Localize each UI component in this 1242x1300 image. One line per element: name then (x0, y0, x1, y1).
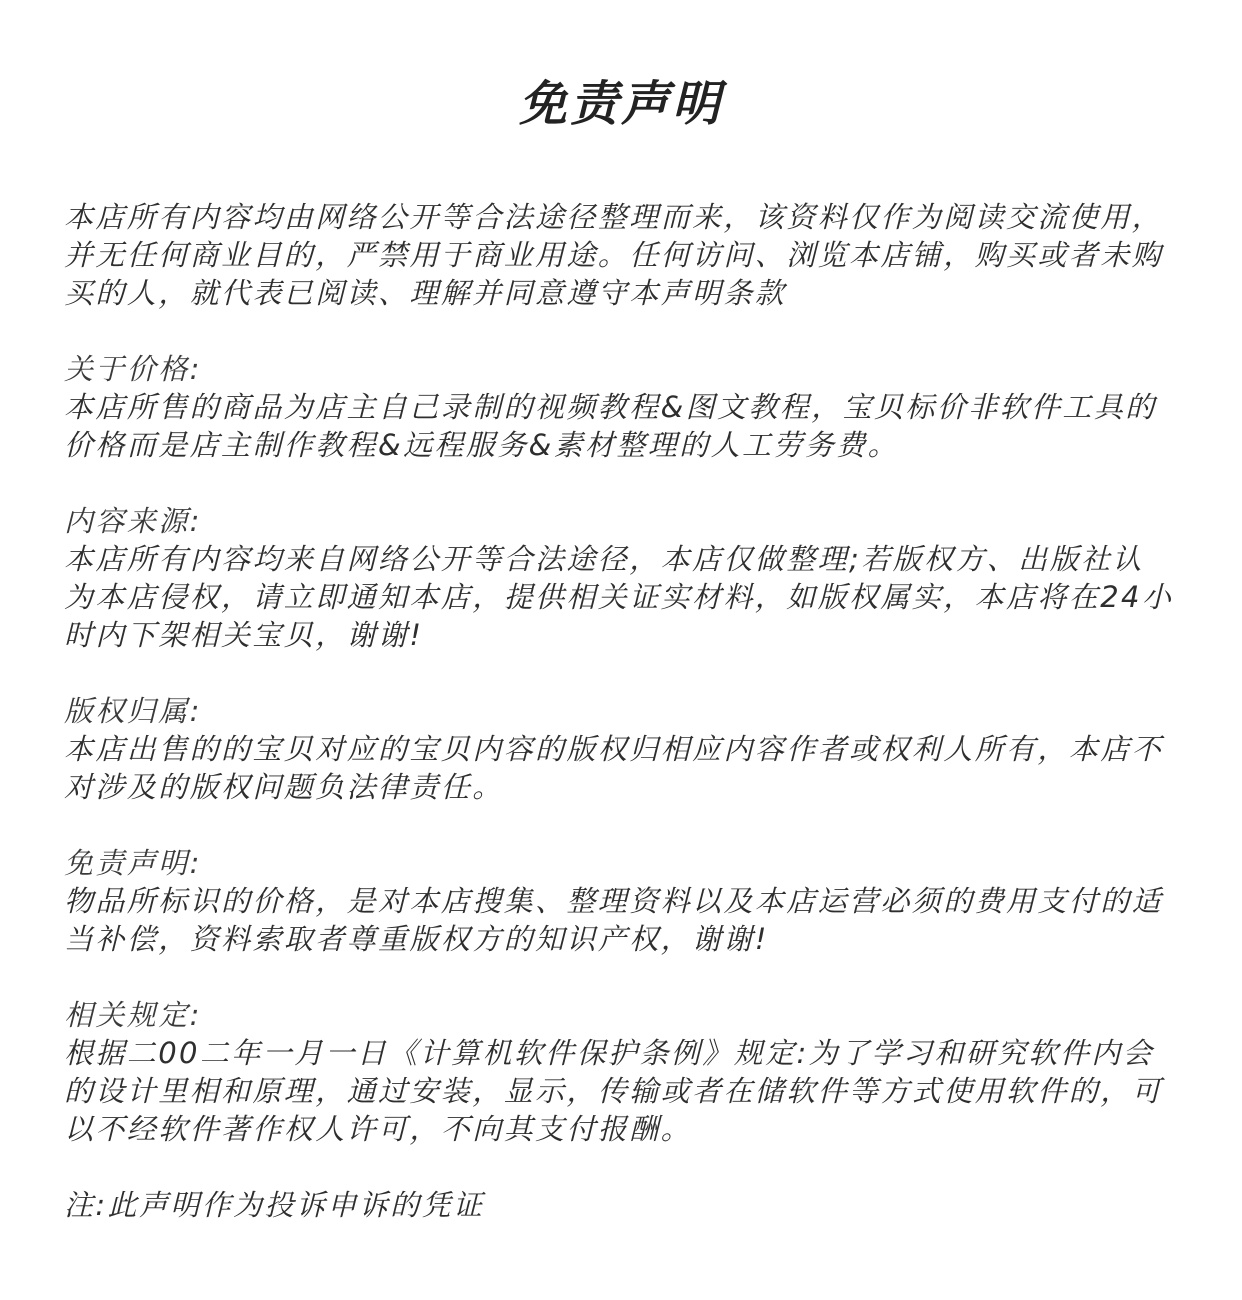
section-text-regulations: 根据二00二年一月一日《计算机软件保护条例》规定:为了学习和研究软件内会的设计里相和原理，通过安装，显示，传输或者在储软件等方式使用软件的，可以不经软件著作权人许可，不向其支付报酬。 (64, 1036, 1164, 1146)
section-text-price: 本店所售的商品为店主自己录制的视频教程&图文教程，宝贝标价非软件工具的价格而是店主制作教程&远程服务&素材整理的人工劳务费。 (64, 390, 1157, 462)
section-disclaimer (64, 844, 1174, 958)
note-block (64, 1186, 1174, 1224)
section-copyright (64, 692, 1174, 806)
section-text-copyright: 本店出售的的宝贝对应的宝贝内容的版权归相应内容作者或权利人所有，本店不对涉及的版权问题负法律责任。 (64, 732, 1164, 804)
section-source (64, 502, 1174, 654)
section-text-source: 本店所有内容均来自网络公开等合法途径，本店仅做整理;若版权方、出版社认为本店侵权，请立即通知本店，提供相关证实材料，如版权属实，本店将在24小时内下架相关宝贝，谢谢! (64, 542, 1174, 652)
intro-paragraph: 本店所有内容均由网络公开等合法途径整理而来，该资料仅作为阅读交流使用，并无任何商业目的，严禁用于商业用途。任何访问、浏览本店铺，购买或者未购买的人，就代表已阅读、理解并同意遵守本声明条款 (64, 200, 1164, 310)
section-heading-source: 内容来源: (64, 504, 202, 538)
section-text-disclaimer: 物品所标识的价格，是对本店搜集、整理资料以及本店运营必须的费用支付的适当补偿，资料索取者尊重版权方的知识产权，谢谢! (64, 884, 1164, 956)
section-heading-price: 关于价格: (64, 352, 202, 386)
intro-block (64, 198, 1174, 312)
page-title: 免责声明 (518, 76, 723, 132)
footer-note: 注:此声明作为投诉申诉的凭证 (64, 1188, 485, 1222)
section-heading-copyright: 版权归属: (64, 694, 202, 728)
disclaimer-body (64, 198, 1174, 1262)
section-regulations (64, 996, 1174, 1148)
section-heading-disclaimer: 免责声明: (64, 846, 202, 880)
section-price (64, 350, 1174, 464)
section-heading-regulations: 相关规定: (64, 998, 202, 1032)
